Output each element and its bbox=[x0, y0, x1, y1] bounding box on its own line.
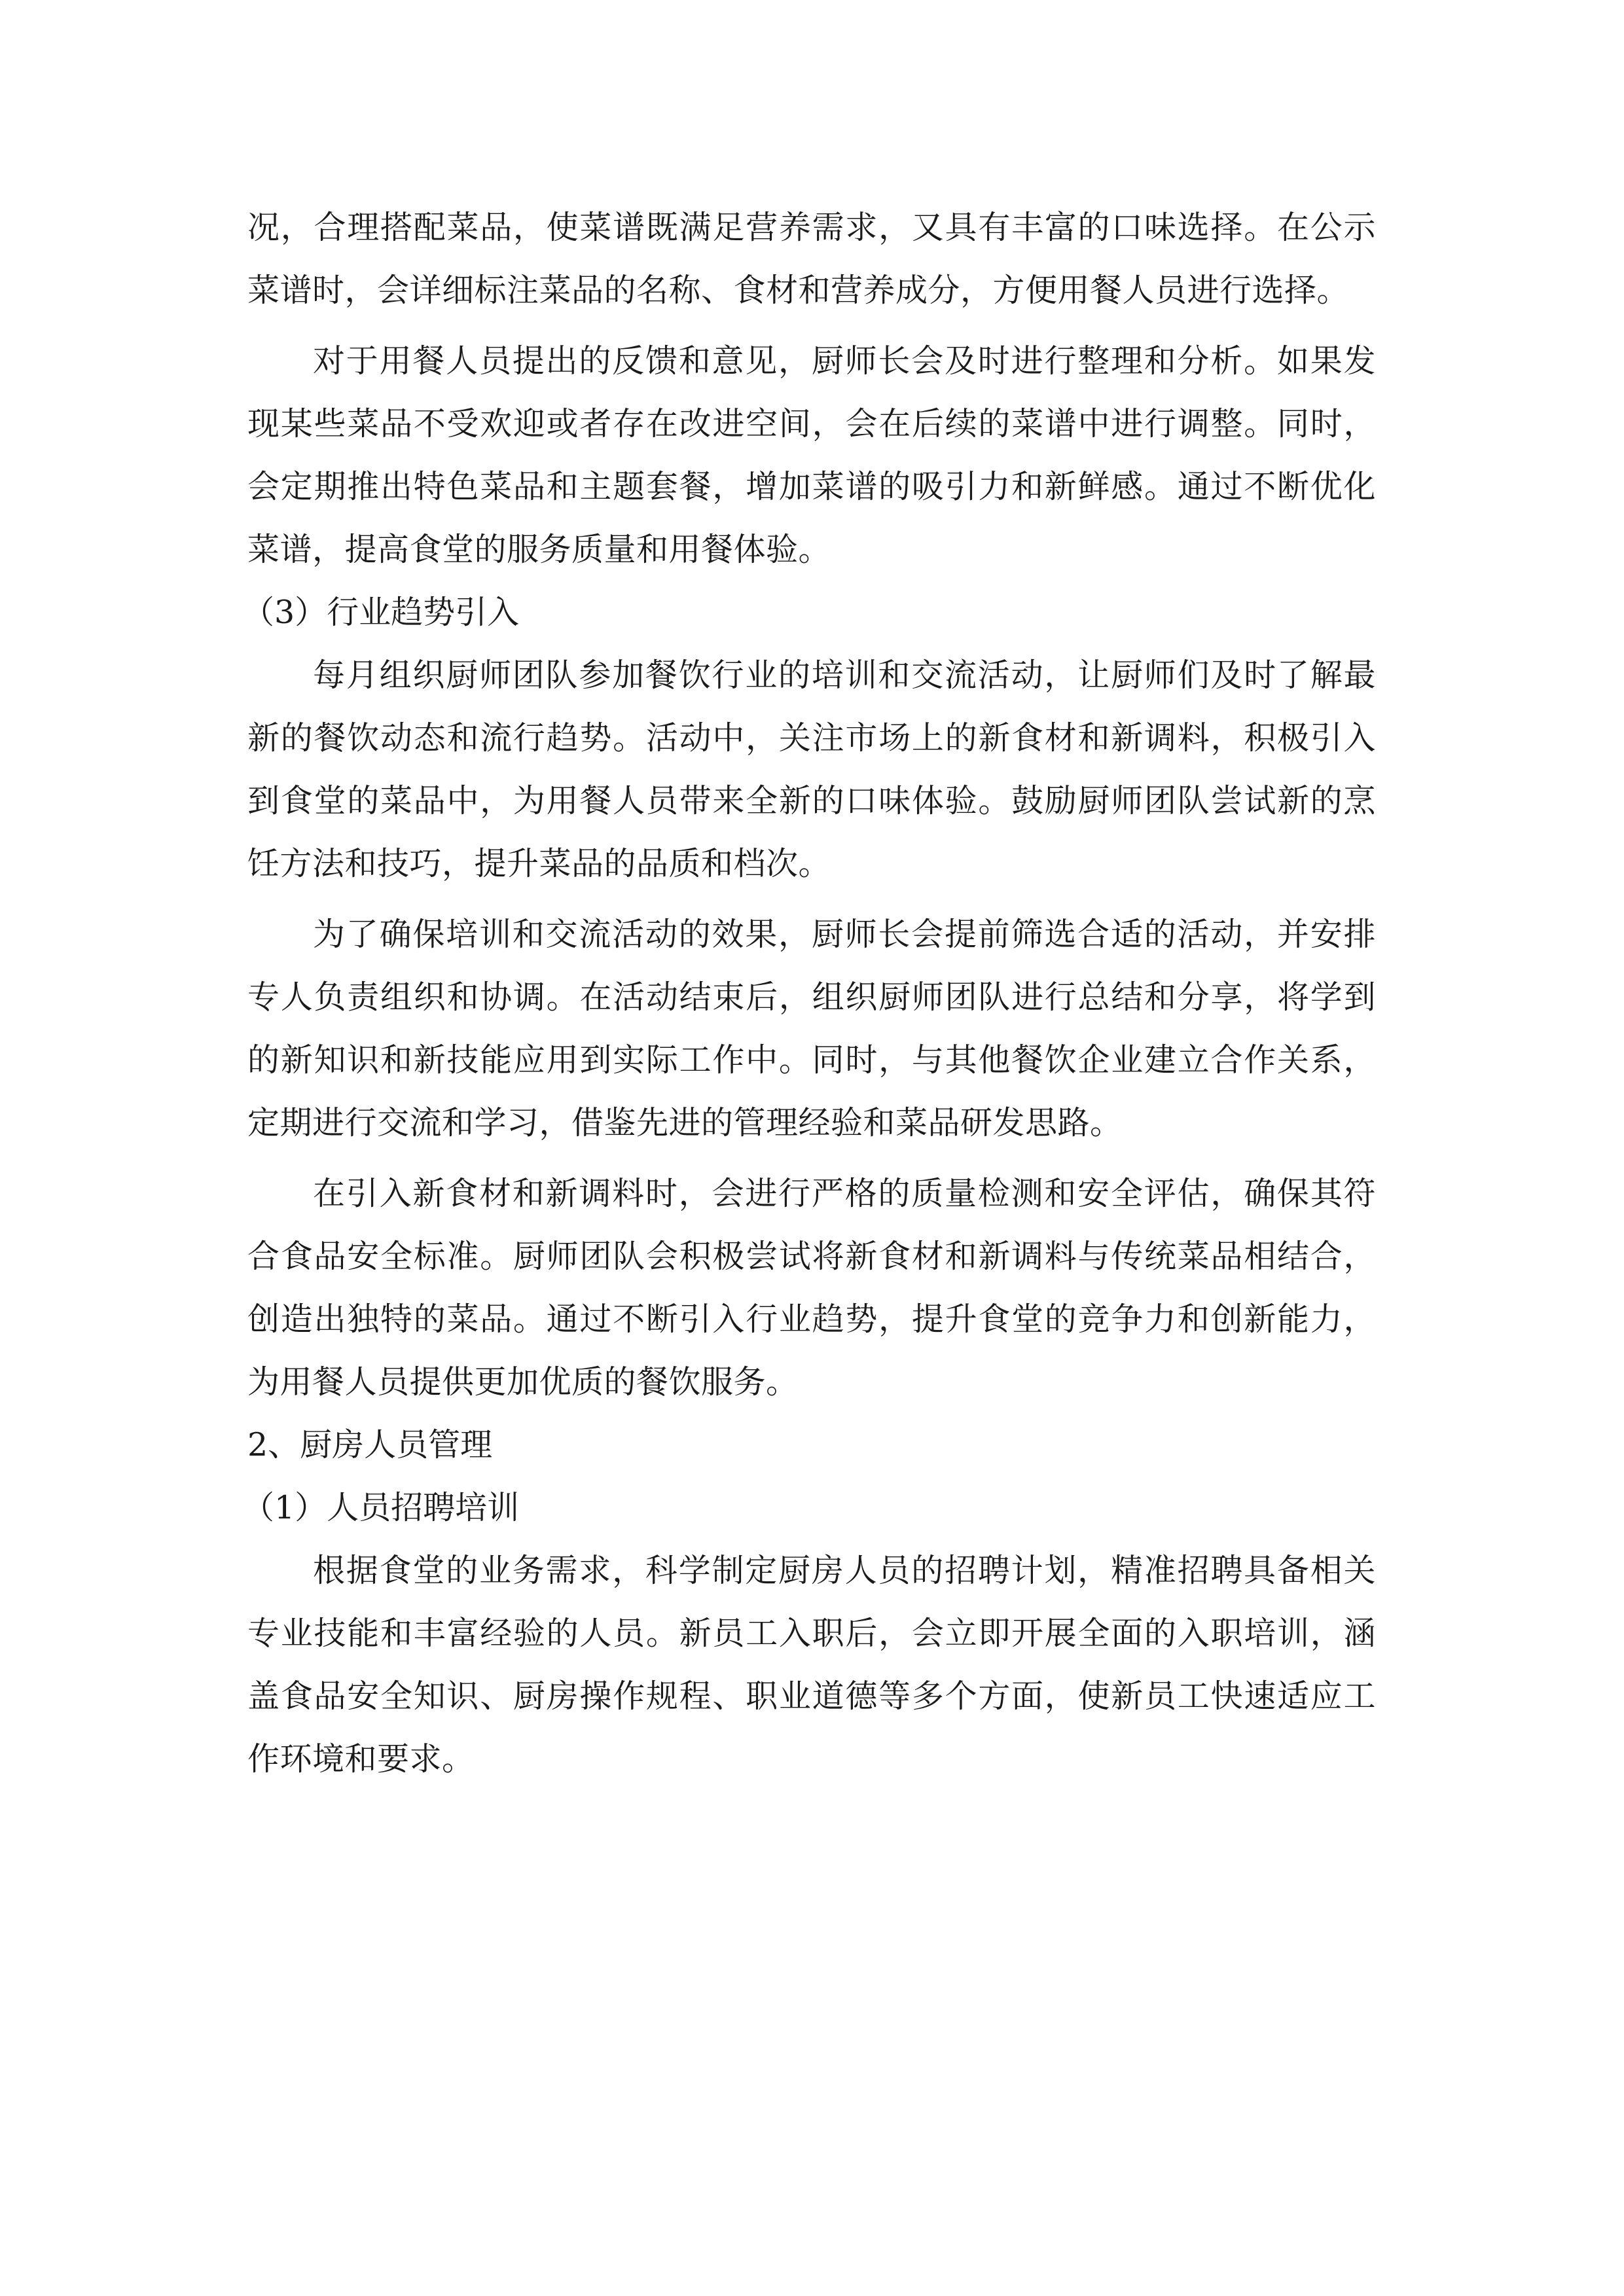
paragraph-menu-planning: 况，合理搭配菜品，使菜谱既满足营养需求，又具有丰富的口味选择。在公示菜谱时，会详细标注菜品的名称、食材和营养成分，方便用餐人员进行选择。 bbox=[247, 209, 1376, 309]
heading-industry-trends: （3）行业趋势引入 bbox=[242, 594, 520, 631]
paragraph-training-effect: 为了确保培训和交流活动的效果，厨师长会提前筛选合适的活动，并安排专人负责组织和协调。在活动结束后，组织厨师团队进行总结和分享，将学到的新知识和新技能应用到实际工作中。同时，与其他餐饮企业建立合作关系，定期进行交流和学习，借鉴先进的管理经验和菜品研发思路。 bbox=[247, 916, 1376, 1141]
paragraph-new-ingredients: 在引入新食材和新调料时，会进行严格的质量检测和安全评估，确保其符合食品安全标准。厨师团队会积极尝试将新食材和新调料与传统菜品相结合，创造出独特的菜品。通过不断引入行业趋势，提升食堂的竞争力和创新能力，为用餐人员提供更加优质的餐饮服务。 bbox=[247, 1175, 1376, 1401]
document-page bbox=[242, 196, 1376, 1791]
heading-recruitment: （1）人员招聘培训 bbox=[242, 1489, 520, 1526]
paragraph-feedback: 对于用餐人员提出的反馈和意见，厨师长会及时进行整理和分析。如果发现某些菜品不受欢迎或者存在改进空间，会在后续的菜谱中进行调整。同时，会定期推出特色菜品和主题套餐，增加菜谱的吸引力和新鲜感。通过不断优化菜谱，提高食堂的服务质量和用餐体验。 bbox=[247, 342, 1376, 568]
heading-kitchen-staff: 2、厨房人员管理 bbox=[247, 1426, 493, 1463]
paragraph-recruitment: 根据食堂的业务需求，科学制定厨房人员的招聘计划，精准招聘具备相关专业技能和丰富经验的人员。新员工入职后，会立即开展全面的入职培训，涵盖食品安全知识、厨房操作规程、职业道德等多个方面，使新员工快速适应工作环境和要求。 bbox=[247, 1552, 1376, 1778]
paragraph-training-activities: 每月组织厨师团队参加餐饮行业的培训和交流活动，让厨师们及时了解最新的餐饮动态和流行趋势。活动中，关注市场上的新食材和新调料，积极引入到食堂的菜品中，为用餐人员带来全新的口味体验。鼓励厨师团队尝试新的烹饪方法和技巧，提升菜品的品质和档次。 bbox=[247, 656, 1376, 882]
